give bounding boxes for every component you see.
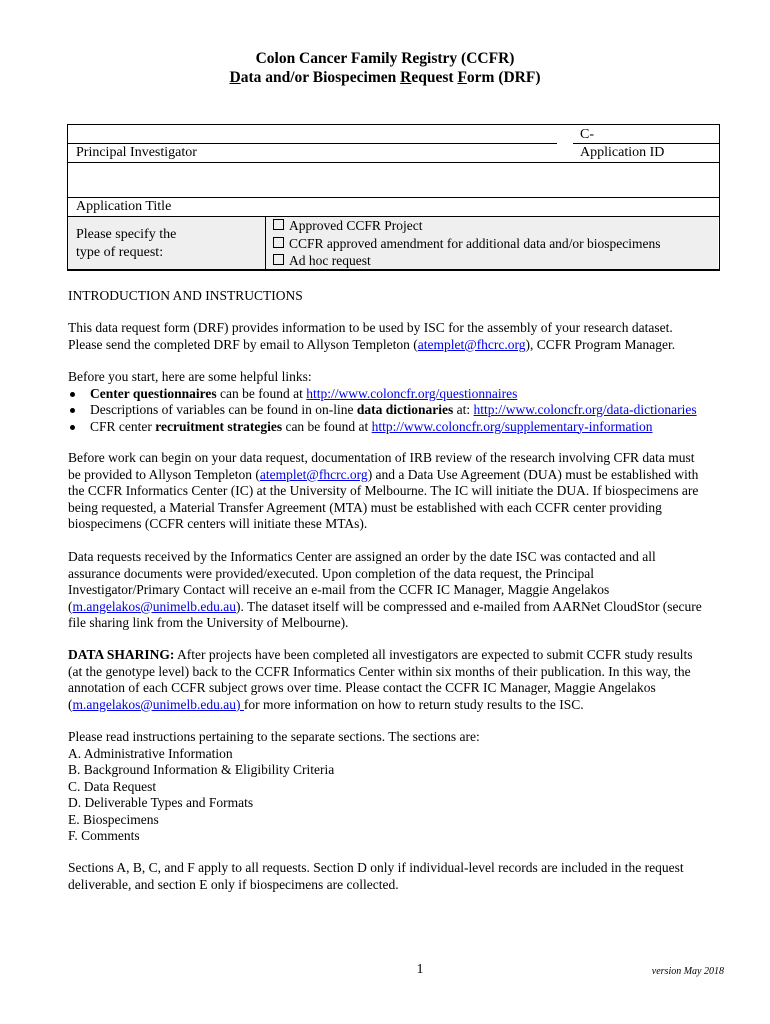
intro-paragraph — [68, 320, 728, 353]
app-id-entry-line[interactable] — [573, 143, 719, 144]
text-line: biospecimens (CCFR centers will initiate these MTAs). — [68, 516, 368, 531]
title-part: equest — [411, 69, 458, 86]
irb-paragraph — [68, 450, 728, 533]
section-item: E. Biospecimens — [68, 811, 159, 827]
link-item: Center questionnaires can be found at http://www.coloncfr.org/questionnaires — [68, 386, 728, 403]
pi-entry-line[interactable] — [67, 143, 557, 144]
request-type-options — [273, 217, 661, 270]
title-initial-r: R — [400, 69, 412, 86]
text-line: the CCFR Informatics Center (IC) at the University of Melbourne. The IC will initiate the DUA. If biospecimens are — [68, 483, 699, 498]
option-ad-hoc[interactable]: Ad hoc request — [273, 252, 661, 270]
questionnaires-link[interactable]: http://www.coloncfr.org/questionnaires — [306, 385, 518, 401]
title-initial-d: D — [229, 69, 241, 86]
email-link[interactable]: atemplet@fhcrc.org — [259, 466, 368, 482]
sections-list — [68, 729, 728, 845]
version-label: version May 2018 — [651, 966, 724, 977]
option-approved-project[interactable]: Approved CCFR Project — [273, 217, 661, 235]
text-line: annotation of each CCFR subject grows over time. Please contact the CCFR IC Manager, Maggie Angelakos — [68, 680, 656, 695]
link-item: Descriptions of variables can be found in on-line data dictionaries at: http://www.coloncfr.org/data-dictionaries — [68, 402, 728, 419]
sections-applicability — [68, 860, 728, 893]
page-number: 1 — [416, 962, 424, 977]
link-item: CFR center recruitment strategies can be found at http://www.coloncfr.org/supplementary-information — [68, 419, 728, 436]
form-bottom-border — [67, 269, 720, 271]
request-type-label-line2: type of request: — [76, 245, 164, 260]
email-link[interactable]: m.angelakos@unimelb.edu.au — [72, 696, 237, 712]
intro-heading: INTRODUCTION AND INSTRUCTIONS — [68, 288, 303, 303]
registry-title: Colon Cancer Family Registry (CCFR) — [255, 50, 515, 67]
checkbox-icon[interactable] — [273, 219, 284, 230]
text-line: be provided to Allyson Templeton (atemplet@fhcrc.org) and a Data Use Agreement (DUA) must be established with — [68, 466, 699, 482]
row-divider — [67, 162, 719, 163]
section-item: F. Comments — [68, 828, 140, 843]
text-line: (m.angelakos@unimelb.edu.au) for more information on how to return study results to the ISC. — [68, 696, 584, 712]
text-line: file sharing link from the University of Melbourne). — [68, 615, 349, 630]
title-part: ata and/or Biospecimen — [240, 69, 401, 86]
links-intro: Before you start, here are some helpful links: — [68, 369, 312, 384]
app-id-prefix: C- — [580, 127, 594, 142]
text-line: (at the genotype level) back to the CCFR Informatics Center within six months of their publication. In this way, the — [68, 663, 691, 679]
request-type-label-line1: Please specify the — [76, 227, 177, 242]
title-part: orm (DRF) — [466, 69, 541, 86]
text-line: Investigator/Primary Contact will receive an e-mail from the CCFR IC Manager, Maggie Angelakos — [68, 582, 610, 597]
section-item: B. Background Information & Eligibility Criteria — [68, 762, 335, 777]
app-title-entry-line[interactable] — [67, 197, 719, 198]
data-sharing-paragraph — [68, 647, 728, 713]
sections-intro: Please read instructions pertaining to the separate sections. The sections are: — [68, 729, 480, 744]
text-line: Before work can begin on your data request, documentation of IRB review of the research involving CFR data must — [68, 450, 695, 465]
helpful-links — [68, 369, 728, 435]
checkbox-icon[interactable] — [273, 254, 284, 265]
form-right-border — [719, 124, 720, 270]
checkbox-icon[interactable] — [273, 237, 284, 248]
section-item: A. Administrative Information — [68, 745, 233, 761]
section-item: D. Deliverable Types and Formats — [68, 795, 254, 810]
text-line: being requested, a Material Transfer Agreement (MTA) must be established with each CCFR center providing — [68, 499, 662, 515]
option-approved-amendment[interactable]: CCFR approved amendment for additional data and/or biospecimens — [273, 235, 661, 253]
text-line: Sections A, B, C, and F apply to all requests. Section D only if individual-level records are included in the request — [68, 860, 684, 875]
form-top-border — [67, 124, 719, 125]
request-type-label — [76, 226, 176, 262]
supplementary-info-link[interactable]: http://www.coloncfr.org/supplementary-information — [371, 418, 653, 434]
email-link[interactable]: atemplet@fhcrc.org — [417, 336, 526, 352]
title-initial-f: F — [457, 69, 467, 86]
section-item: C. Data Request — [68, 778, 157, 794]
text-line: (m.angelakos@unimelb.edu.au). The dataset itself will be compressed and e-mailed from AARNet CloudStor (secure — [68, 598, 702, 614]
text-line: DATA SHARING: After projects have been completed all investigators are expected to submit CCFR study results — [68, 647, 693, 662]
data-requests-paragraph — [68, 549, 728, 632]
app-title-label: Application Title — [76, 199, 172, 214]
text-line: Data requests received by the Informatics Center are assigned an order by the date ISC was contacted and all — [68, 549, 656, 564]
text-line: Please send the completed DRF by email to Allyson Templeton (atemplet@fhcrc.org), CCFR Program Manager. — [68, 336, 676, 352]
email-link[interactable]: m.angelakos@unimelb.edu.au — [72, 598, 237, 614]
pi-label: Principal Investigator — [76, 145, 197, 160]
text-line: assurance documents were provided/executed. Upon completion of the data request, the Principal — [68, 565, 594, 581]
form-title — [0, 69, 770, 87]
text-line: This data request form (DRF) provides information to be used by ISC for the assembly of your research dataset. — [68, 320, 673, 335]
app-id-label: Application ID — [580, 145, 665, 160]
data-dictionaries-link[interactable]: http://www.coloncfr.org/data-dictionaries — [473, 402, 697, 417]
column-divider — [265, 216, 266, 269]
text-line: deliverable, and section E only if biospecimens are collected. — [68, 876, 399, 892]
